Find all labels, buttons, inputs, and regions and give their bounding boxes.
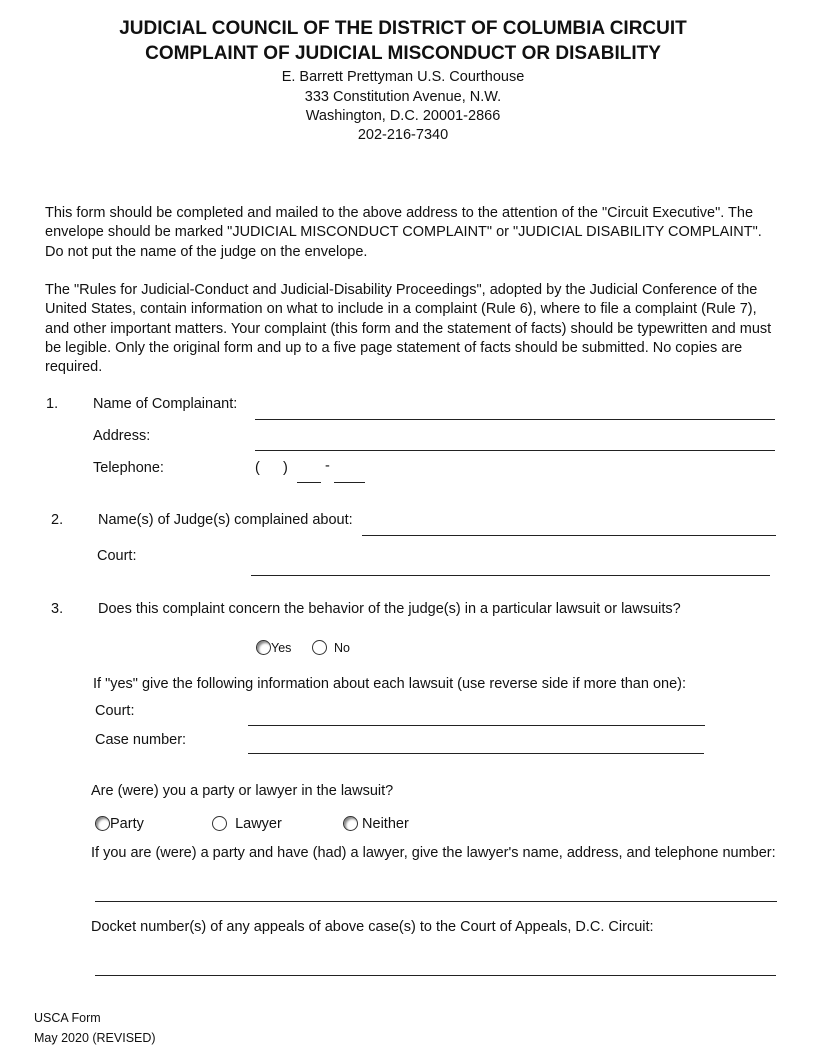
docket-label: Docket number(s) of any appeals of above case(s) to the Court of Appeals, D.C. Circuit: [91, 919, 654, 935]
phone-number: 202-216-7340 [357, 127, 449, 143]
no-option[interactable] [312, 640, 350, 655]
courthouse-name: E. Barrett Prettyman U.S. Courthouse [281, 69, 525, 85]
no-radio[interactable] [312, 640, 327, 655]
lawsuit-question: Does this complaint concern the behavior of the judge(s) in a particular lawsuit or lawsuits? [98, 601, 681, 617]
yes-label: Yes [271, 641, 292, 655]
section-3-number: 3. [51, 601, 64, 617]
party-question: Are (were) you a party or lawyer in the lawsuit? [91, 783, 394, 799]
lawsuit-court-field[interactable] [248, 725, 705, 726]
lawyer-label: Lawyer [235, 816, 282, 832]
case-number-label: Case number: [95, 732, 187, 748]
case-number-field[interactable] [248, 753, 704, 754]
telephone-open-paren: ( [255, 460, 260, 476]
lawyer-info-field[interactable] [95, 901, 777, 902]
yes-radio[interactable] [256, 640, 271, 655]
lawyer-info-instructions: If you are (were) a party and have (had) a lawyer, give the lawyer's name, address, and telephone number: [91, 845, 776, 861]
street-address: 333 Constitution Avenue, N.W. [304, 89, 502, 105]
revision-date: May 2020 (REVISED) [34, 1031, 156, 1045]
docket-field[interactable] [95, 975, 776, 976]
rules-paragraph: The "Rules for Judicial-Conduct and Judicial-Disability Proceedings", adopted by the Judicial Conference of the United States, contain information on what to include in a complaint (Rule 6), where to file a complaint (Rule 7), and other important matters. Your complaint (this form and the statement of facts) should be typewritten and must be legible. Only the original form and up to a five page statement of facts should be submitted. No copies are required. [45, 282, 772, 376]
judges-field[interactable] [362, 535, 776, 536]
court-field[interactable] [251, 575, 770, 576]
no-label: No [333, 641, 350, 655]
city-state-zip: Washington, D.C. 20001-2866 [305, 108, 501, 124]
neither-radio[interactable] [343, 816, 358, 831]
form-id: USCA Form [34, 1011, 101, 1025]
telephone-prefix-field[interactable] [297, 482, 321, 483]
form-title-line1: JUDICIAL COUNCIL OF THE DISTRICT OF COLUMBIA CIRCUIT [119, 18, 687, 39]
party-option[interactable] [95, 816, 144, 832]
form-title-line2: COMPLAINT OF JUDICIAL MISCONDUCT OR DISABILITY [145, 43, 661, 64]
court-label: Court: [97, 548, 137, 564]
section-1-number: 1. [46, 396, 59, 412]
address-field[interactable] [255, 450, 775, 451]
mailing-instructions: This form should be completed and mailed to the above address to the attention of the "Circuit Executive". The envelope should be marked "JUDICIAL MISCONDUCT COMPLAINT" or "JUDICIAL DISABILITY COMPLAINT". Do not put the name of the judge on the envelope. [45, 205, 762, 260]
telephone-close-paren: ) [283, 460, 288, 476]
telephone-line-field[interactable] [334, 482, 365, 483]
neither-label: Neither [362, 816, 409, 832]
party-radio[interactable] [95, 816, 110, 831]
neither-option[interactable] [343, 816, 409, 832]
telephone-label: Telephone: [93, 460, 164, 476]
if-yes-instructions: If "yes" give the following information about each lawsuit (use reverse side if more than one): [93, 676, 687, 692]
lawsuit-court-label: Court: [95, 703, 135, 719]
section-2-number: 2. [51, 512, 64, 528]
party-label: Party [110, 816, 144, 832]
lawyer-option[interactable] [212, 816, 282, 832]
address-label: Address: [93, 428, 151, 444]
complainant-name-label: Name of Complainant: [93, 396, 238, 412]
telephone-dash: - [325, 458, 330, 474]
yes-option[interactable] [256, 640, 291, 655]
judges-label: Name(s) of Judge(s) complained about: [98, 512, 353, 528]
complainant-name-field[interactable] [255, 419, 775, 420]
lawyer-radio[interactable] [212, 816, 227, 831]
